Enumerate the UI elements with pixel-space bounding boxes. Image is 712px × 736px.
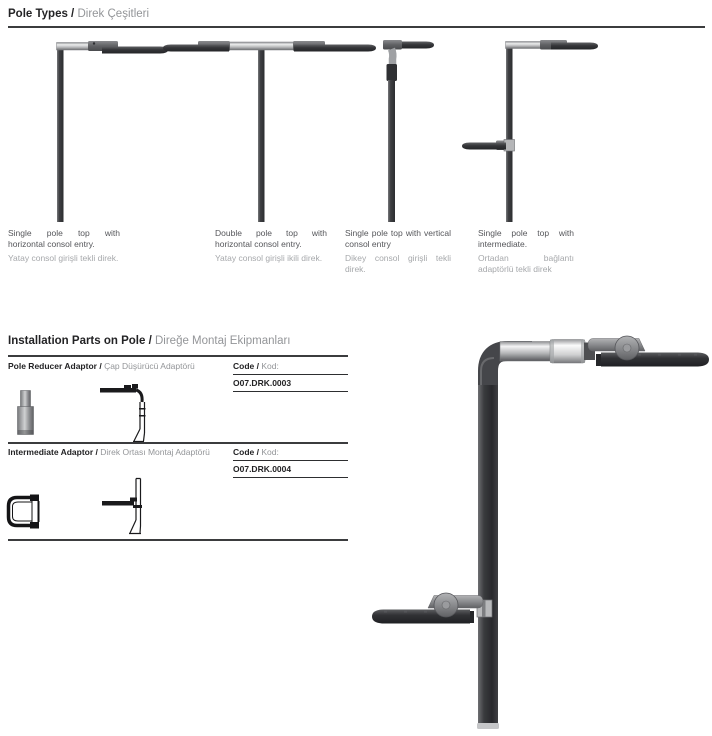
- pole-mid-mount-sketch: [100, 476, 154, 536]
- part-2-code: O07.DRK.0004: [233, 464, 292, 474]
- main-pole-render: [360, 325, 712, 736]
- caption-en: Single pole top with intermediate.: [478, 228, 574, 249]
- caption-tr: Ortadan bağlantı adaptörlü tekli direk: [478, 253, 574, 274]
- pole-shaft: [478, 385, 498, 725]
- installation-title: [8, 335, 291, 347]
- table-bottom-rule: [8, 539, 348, 541]
- code-divider: [233, 460, 348, 461]
- caption-tr: Yatay consol girişli ikili direk.: [215, 253, 323, 263]
- caption-pole-2: [215, 228, 327, 264]
- part-1-name-tr: Çap Düşürücü Adaptörü: [104, 361, 195, 371]
- luminaire: [102, 47, 168, 54]
- code-divider: [233, 477, 348, 478]
- intermediate-clamp-figure: [5, 494, 43, 532]
- pole-types-title-en: Pole Types /: [8, 8, 75, 20]
- caption-en: Single pole top with vertical consol entry: [345, 228, 451, 249]
- top-luminaire: [551, 43, 598, 50]
- part-divider-rule: [8, 442, 348, 444]
- part-1-name: [8, 361, 195, 371]
- installation-title-tr: Direğe Montaj Ekipmanları: [154, 335, 291, 347]
- caption-en: Single pole top with horizontal consol entry.: [8, 228, 120, 249]
- part-2-code-label: Code / Kod:: [233, 447, 279, 457]
- code-divider: [233, 391, 348, 392]
- caption-en: Double pole top with horizontal consol entry.: [215, 228, 327, 249]
- pole-top-sketch: [96, 381, 150, 443]
- part-2-name-tr: Direk Ortası Montaj Adaptörü: [100, 447, 210, 457]
- reducer-sleeve: [550, 340, 585, 364]
- caption-pole-3: [345, 228, 451, 274]
- pole-figure-single-horizontal: [57, 41, 169, 222]
- part-2-name: [8, 447, 210, 457]
- pole-figure-intermediate: [462, 40, 598, 222]
- pole-figure-double-horizontal: [163, 41, 376, 222]
- pole-types-title: [8, 8, 149, 20]
- part-1-code-label: Code / Kod:: [233, 361, 279, 371]
- pole-base-cap: [477, 723, 499, 729]
- top-luminaire: [588, 336, 709, 367]
- installation-rule: [8, 355, 348, 357]
- part-2-name-en: Intermediate Adaptor /: [8, 447, 98, 457]
- console-arm: [500, 342, 553, 362]
- pole-figure-vertical-console: [383, 40, 434, 222]
- header-rule: [8, 26, 705, 28]
- code-divider: [233, 374, 348, 375]
- luminaire-right: [294, 45, 376, 52]
- part-1-name-en: Pole Reducer Adaptor /: [8, 361, 102, 371]
- part-1-code: O07.DRK.0003: [233, 378, 292, 388]
- mid-luminaire: [462, 143, 506, 150]
- caption-tr: Dikey consol girişli tekli direk.: [345, 253, 451, 274]
- caption-pole-1: [8, 228, 120, 264]
- reducer-adaptor-figure: [16, 390, 36, 436]
- intermediate-luminaire: [372, 593, 492, 624]
- caption-pole-4: [478, 228, 574, 274]
- pole-figures: [0, 38, 712, 224]
- pole-types-title-tr: Direk Çeşitleri: [77, 8, 150, 20]
- luminaire-left: [163, 45, 229, 52]
- installation-title-en: Installation Parts on Pole /: [8, 335, 152, 347]
- caption-tr: Yatay consol girişli tekli direk.: [8, 253, 119, 263]
